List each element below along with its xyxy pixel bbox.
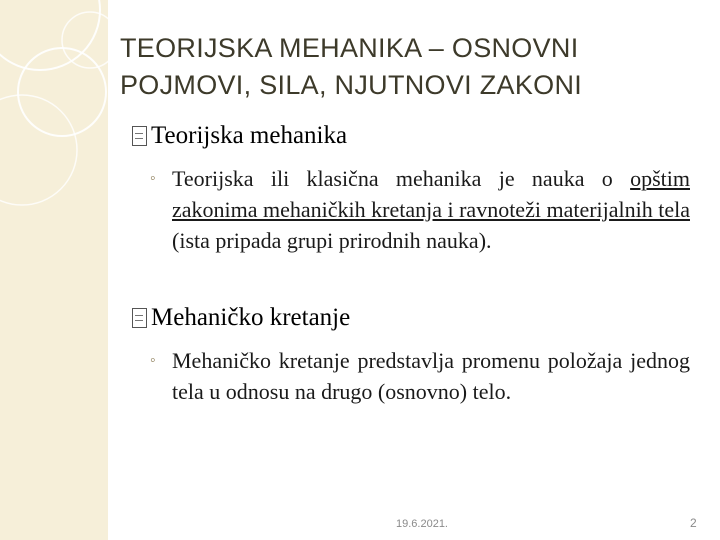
slide-date: 19.6.2021. <box>396 518 448 530</box>
decorative-circles <box>0 0 140 540</box>
bullet-glyph-icon <box>132 126 147 146</box>
section-heading-label: Teorijska mehanika <box>151 122 348 149</box>
paragraph-suffix: (ista pripada grupi prirodnih nauka). <box>172 228 492 253</box>
slide-number: 2 <box>690 516 697 530</box>
paragraph-prefix: Teorijska ili klasična mehanika je nauka o <box>172 166 631 191</box>
underlined-phrase: opštim zakonima mehaničkih kretanja i ravnoteži materijalnih tela <box>172 166 690 222</box>
bullet-glyph-icon <box>132 308 147 328</box>
section-paragraph-teorijska <box>150 163 690 256</box>
section-heading-mehanicko <box>132 304 692 332</box>
section-heading-label: Mehaničko kretanje <box>151 304 351 331</box>
section-heading-teorijska <box>132 122 692 150</box>
paragraph-text <box>172 163 690 256</box>
ring-bullet-icon: ◦ <box>150 170 156 187</box>
paragraph-text: Mehaničko kretanje predstavlja promenu položaja jednog tela u odnosu na drugo (osnovno) telo. <box>172 348 690 404</box>
section-paragraph-mehanicko <box>150 345 690 407</box>
slide-title: TEORIJSKA MEHANIKA – OSNOVNI POJMOVI, SILA, NJUTNOVI ZAKONI <box>120 33 583 100</box>
ring-bullet-icon: ◦ <box>150 352 156 369</box>
